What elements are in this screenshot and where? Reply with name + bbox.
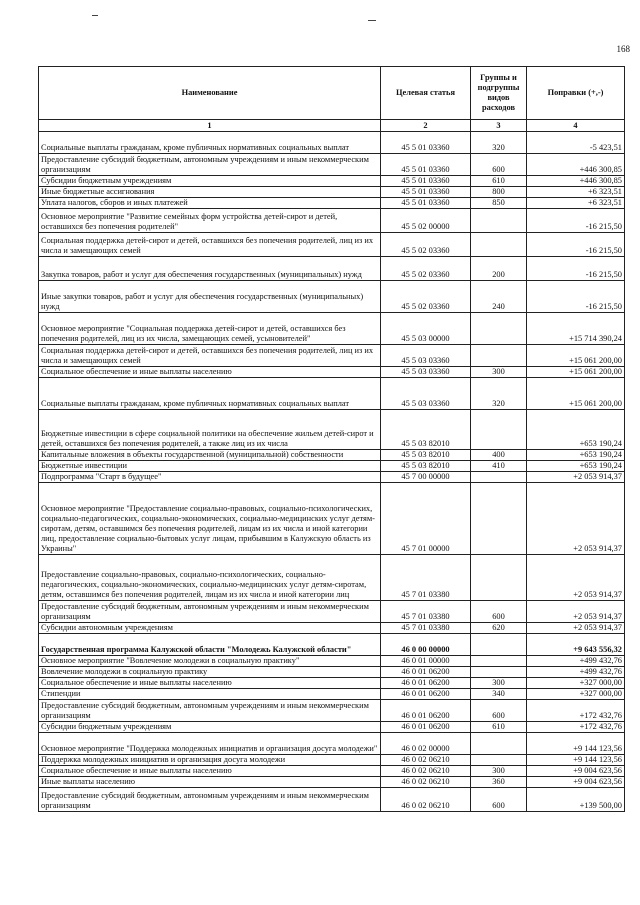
table-row: [39, 623, 625, 634]
table-row: [39, 410, 625, 450]
scan-mark: [92, 15, 98, 16]
col-header-groups: Группы и подгруппы видов расходов: [471, 67, 527, 120]
row-amount-cell: +2 053 914,37: [527, 601, 625, 623]
row-name-cell: Предоставление субсидий бюджетным, автономным учреждениям и иным некоммерческим организациям: [39, 788, 381, 812]
amendments-table: [38, 66, 625, 812]
row-amount-cell: +499 432,76: [527, 667, 625, 678]
row-name-cell: Стипендии: [39, 689, 381, 700]
row-target-cell: 45 5 02 03360: [381, 257, 471, 281]
row-target-cell: 45 5 03 03360: [381, 378, 471, 410]
table-body: [39, 132, 625, 812]
row-target-cell: 45 5 01 03360: [381, 176, 471, 187]
row-target-cell: 46 0 02 00000: [381, 733, 471, 755]
row-amount-cell: +9 144 123,56: [527, 733, 625, 755]
row-group-cell: 300: [471, 367, 527, 378]
row-group-cell: [471, 656, 527, 667]
row-amount-cell: +15 714 390,24: [527, 313, 625, 345]
row-amount-cell: +327 000,00: [527, 678, 625, 689]
table-row: [39, 472, 625, 483]
col-header-amendments: Поправки (+,-): [527, 67, 625, 120]
row-group-cell: 320: [471, 132, 527, 154]
row-group-cell: [471, 410, 527, 450]
row-amount-cell: +9 144 123,56: [527, 755, 625, 766]
table-row: [39, 209, 625, 233]
row-group-cell: [471, 209, 527, 233]
row-amount-cell: -5 423,51: [527, 132, 625, 154]
row-group-cell: 610: [471, 722, 527, 733]
row-group-cell: 410: [471, 461, 527, 472]
header-row: [39, 67, 625, 120]
row-amount-cell: +9 004 623,56: [527, 766, 625, 777]
row-amount-cell: -16 215,50: [527, 233, 625, 257]
row-target-cell: 45 5 01 03360: [381, 154, 471, 176]
row-amount-cell: +172 432,76: [527, 700, 625, 722]
table-row: [39, 154, 625, 176]
row-target-cell: 46 0 01 06200: [381, 722, 471, 733]
col-number: 4: [527, 120, 625, 132]
row-amount-cell: +446 300,85: [527, 176, 625, 187]
row-target-cell: 46 0 01 06200: [381, 689, 471, 700]
table-row: [39, 755, 625, 766]
row-target-cell: 46 0 02 06210: [381, 777, 471, 788]
row-group-cell: 200: [471, 257, 527, 281]
row-name-cell: Бюджетные инвестиции в сфере социальной политики на обеспечение жильем детей-сирот и детей, оставшихся без попечения родителей, а также лиц из их числа: [39, 410, 381, 450]
row-target-cell: 46 0 02 06210: [381, 766, 471, 777]
table-row: [39, 461, 625, 472]
table-row: [39, 700, 625, 722]
table-row: [39, 132, 625, 154]
row-amount-cell: +172 432,76: [527, 722, 625, 733]
row-group-cell: 400: [471, 450, 527, 461]
table-row: [39, 313, 625, 345]
row-name-cell: Социальное обеспечение и иные выплаты населению: [39, 367, 381, 378]
table-row: [39, 176, 625, 187]
row-amount-cell: +2 053 914,37: [527, 472, 625, 483]
row-group-cell: 240: [471, 281, 527, 313]
table-row: [39, 634, 625, 656]
row-target-cell: 46 0 01 06200: [381, 700, 471, 722]
row-name-cell: Капитальные вложения в объекты государственной (муниципальной) собственности: [39, 450, 381, 461]
row-target-cell: 45 5 03 00000: [381, 313, 471, 345]
row-target-cell: 46 0 02 06210: [381, 755, 471, 766]
table-row: [39, 601, 625, 623]
row-name-cell: Предоставление субсидий бюджетным, автономным учреждениям и иным некоммерческим организациям: [39, 601, 381, 623]
row-amount-cell: +327 000,00: [527, 689, 625, 700]
row-target-cell: 45 5 01 03360: [381, 132, 471, 154]
col-header-name: Наименование: [39, 67, 381, 120]
table-row: [39, 483, 625, 555]
row-group-cell: [471, 733, 527, 755]
col-number: 3: [471, 120, 527, 132]
row-target-cell: 46 0 00 00000: [381, 634, 471, 656]
row-target-cell: 45 7 01 03380: [381, 623, 471, 634]
row-name-cell: Вовлечение молодежи в социальную практику: [39, 667, 381, 678]
row-amount-cell: -16 215,50: [527, 209, 625, 233]
row-group-cell: [471, 667, 527, 678]
row-group-cell: [471, 634, 527, 656]
table-row: [39, 777, 625, 788]
table-row: [39, 689, 625, 700]
row-name-cell: Уплата налогов, сборов и иных платежей: [39, 198, 381, 209]
table-row: [39, 257, 625, 281]
row-target-cell: 45 5 03 03360: [381, 367, 471, 378]
row-group-cell: 600: [471, 601, 527, 623]
row-target-cell: 45 5 03 82010: [381, 450, 471, 461]
table-row: [39, 450, 625, 461]
row-name-cell: Закупка товаров, работ и услуг для обеспечения государственных (муниципальных) нужд: [39, 257, 381, 281]
row-name-cell: Иные бюджетные ассигнования: [39, 187, 381, 198]
row-amount-cell: +15 061 200,00: [527, 367, 625, 378]
row-target-cell: 45 5 02 00000: [381, 209, 471, 233]
row-target-cell: 45 5 01 03360: [381, 198, 471, 209]
table-row: [39, 233, 625, 257]
row-group-cell: 600: [471, 700, 527, 722]
row-group-cell: [471, 483, 527, 555]
row-target-cell: 45 5 03 03360: [381, 345, 471, 367]
row-target-cell: 45 7 00 00000: [381, 472, 471, 483]
row-name-cell: Социальная поддержка детей-сирот и детей, оставшихся без попечения родителей, лиц из их числа и замещающих семей: [39, 345, 381, 367]
row-target-cell: 45 5 02 03360: [381, 233, 471, 257]
row-target-cell: 46 0 01 06200: [381, 667, 471, 678]
row-group-cell: 320: [471, 378, 527, 410]
row-group-cell: 600: [471, 154, 527, 176]
row-amount-cell: +653 190,24: [527, 461, 625, 472]
row-amount-cell: +9 643 556,32: [527, 634, 625, 656]
row-amount-cell: +15 061 200,00: [527, 345, 625, 367]
table-row: [39, 722, 625, 733]
page-number: 168: [616, 44, 630, 54]
row-amount-cell: -16 215,50: [527, 281, 625, 313]
row-amount-cell: +2 053 914,37: [527, 623, 625, 634]
row-amount-cell: -16 215,50: [527, 257, 625, 281]
row-amount-cell: +2 053 914,37: [527, 483, 625, 555]
table-row: [39, 555, 625, 601]
row-name-cell: Субсидии бюджетным учреждениям: [39, 722, 381, 733]
row-target-cell: 45 7 01 03380: [381, 555, 471, 601]
row-name-cell: Социальное обеспечение и иные выплаты населению: [39, 678, 381, 689]
row-group-cell: 360: [471, 777, 527, 788]
row-name-cell: Социальные выплаты гражданам, кроме публичных нормативных социальных выплат: [39, 132, 381, 154]
row-group-cell: [471, 345, 527, 367]
col-header-target: Целевая статья: [381, 67, 471, 120]
table-row: [39, 733, 625, 755]
row-amount-cell: +653 190,24: [527, 410, 625, 450]
row-amount-cell: +6 323,51: [527, 187, 625, 198]
row-amount-cell: +15 061 200,00: [527, 378, 625, 410]
column-number-row: [39, 120, 625, 132]
row-group-cell: 610: [471, 176, 527, 187]
row-group-cell: 800: [471, 187, 527, 198]
row-amount-cell: +653 190,24: [527, 450, 625, 461]
table-row: [39, 367, 625, 378]
table-row: [39, 187, 625, 198]
row-name-cell: Субсидии автономным учреждениям: [39, 623, 381, 634]
row-group-cell: [471, 555, 527, 601]
table-row: [39, 198, 625, 209]
table-row: [39, 281, 625, 313]
row-target-cell: 46 0 02 06210: [381, 788, 471, 812]
row-amount-cell: +2 053 914,37: [527, 555, 625, 601]
row-name-cell: Бюджетные инвестиции: [39, 461, 381, 472]
row-group-cell: [471, 755, 527, 766]
row-name-cell: Подпрограмма "Старт в будущее": [39, 472, 381, 483]
row-group-cell: [471, 472, 527, 483]
row-group-cell: 300: [471, 766, 527, 777]
row-group-cell: 850: [471, 198, 527, 209]
row-group-cell: [471, 233, 527, 257]
row-name-cell: Социальная поддержка детей-сирот и детей, оставшихся без попечения родителей, лиц из их числа и замещающих семей: [39, 233, 381, 257]
col-number: 1: [39, 120, 381, 132]
table-row: [39, 378, 625, 410]
table-row: [39, 678, 625, 689]
row-target-cell: 45 7 01 00000: [381, 483, 471, 555]
row-group-cell: [471, 313, 527, 345]
row-group-cell: 300: [471, 678, 527, 689]
row-target-cell: 46 0 01 00000: [381, 656, 471, 667]
row-target-cell: 46 0 01 06200: [381, 678, 471, 689]
row-target-cell: 45 7 01 03380: [381, 601, 471, 623]
row-group-cell: 600: [471, 788, 527, 812]
row-name-cell: Социальные выплаты гражданам, кроме публичных нормативных социальных выплат: [39, 378, 381, 410]
row-amount-cell: +499 432,76: [527, 656, 625, 667]
row-name-cell: Предоставление социально-правовых, социально-психологических, социально-педагогических, социально-экономических, социально-медицинских услуг детям-сиротам, детям, оставшимся без попечения родителей, лицам из их числа и иной категории лиц: [39, 555, 381, 601]
row-amount-cell: +446 300,85: [527, 154, 625, 176]
row-amount-cell: +9 004 623,56: [527, 777, 625, 788]
row-amount-cell: +139 500,00: [527, 788, 625, 812]
row-group-cell: 340: [471, 689, 527, 700]
row-name-cell: Предоставление субсидий бюджетным, автономным учреждениям и иным некоммерческим организациям: [39, 700, 381, 722]
row-name-cell: Социальное обеспечение и иные выплаты населению: [39, 766, 381, 777]
row-name-cell: Иные закупки товаров, работ и услуг для обеспечения государственных (муниципальных) нужд: [39, 281, 381, 313]
table-row: [39, 766, 625, 777]
row-name-cell: Поддержка молодежных инициатив и организация досуга молодежи: [39, 755, 381, 766]
row-group-cell: 620: [471, 623, 527, 634]
col-number: 2: [381, 120, 471, 132]
row-name-cell: Субсидии бюджетным учреждениям: [39, 176, 381, 187]
table-row: [39, 667, 625, 678]
row-name-cell: Основное мероприятие "Предоставление социально-правовых, социально-психологических, социально-педагогических, социально-экономических, социально-медицинских услуг детям-сиротам, детям, оставшимся без попечения родителей, лицам из их числа и иной категории лиц, предоставление социально-бытовых услуг лицам, прибывшим в Калужскую область из Украины": [39, 483, 381, 555]
row-name-cell: Предоставление субсидий бюджетным, автономным учреждениям и иным некоммерческим организациям: [39, 154, 381, 176]
row-target-cell: 45 5 02 03360: [381, 281, 471, 313]
table-row: [39, 345, 625, 367]
table-row: [39, 656, 625, 667]
row-name-cell: Основное мероприятие "Социальная поддержка детей-сирот и детей, оставшихся без попечения родителей, лиц из их числа, замещающих семей, усыновителей": [39, 313, 381, 345]
row-name-cell: Основное мероприятие "Развитие семейных форм устройства детей-сирот и детей, оставшихся без попечения родителей": [39, 209, 381, 233]
row-target-cell: 45 5 01 03360: [381, 187, 471, 198]
row-amount-cell: +6 323,51: [527, 198, 625, 209]
table-row: [39, 788, 625, 812]
row-target-cell: 45 5 03 82010: [381, 410, 471, 450]
row-name-cell: Основное мероприятие "Вовлечение молодежи в социальную практику": [39, 656, 381, 667]
row-name-cell: Иные выплаты населению: [39, 777, 381, 788]
row-name-cell: Основное мероприятие "Поддержка молодежных инициатив и организация досуга молодежи": [39, 733, 381, 755]
row-target-cell: 45 5 03 82010: [381, 461, 471, 472]
row-name-cell: Государственная программа Калужской области "Молодежь Калужской области": [39, 634, 381, 656]
scan-mark: [368, 20, 376, 21]
